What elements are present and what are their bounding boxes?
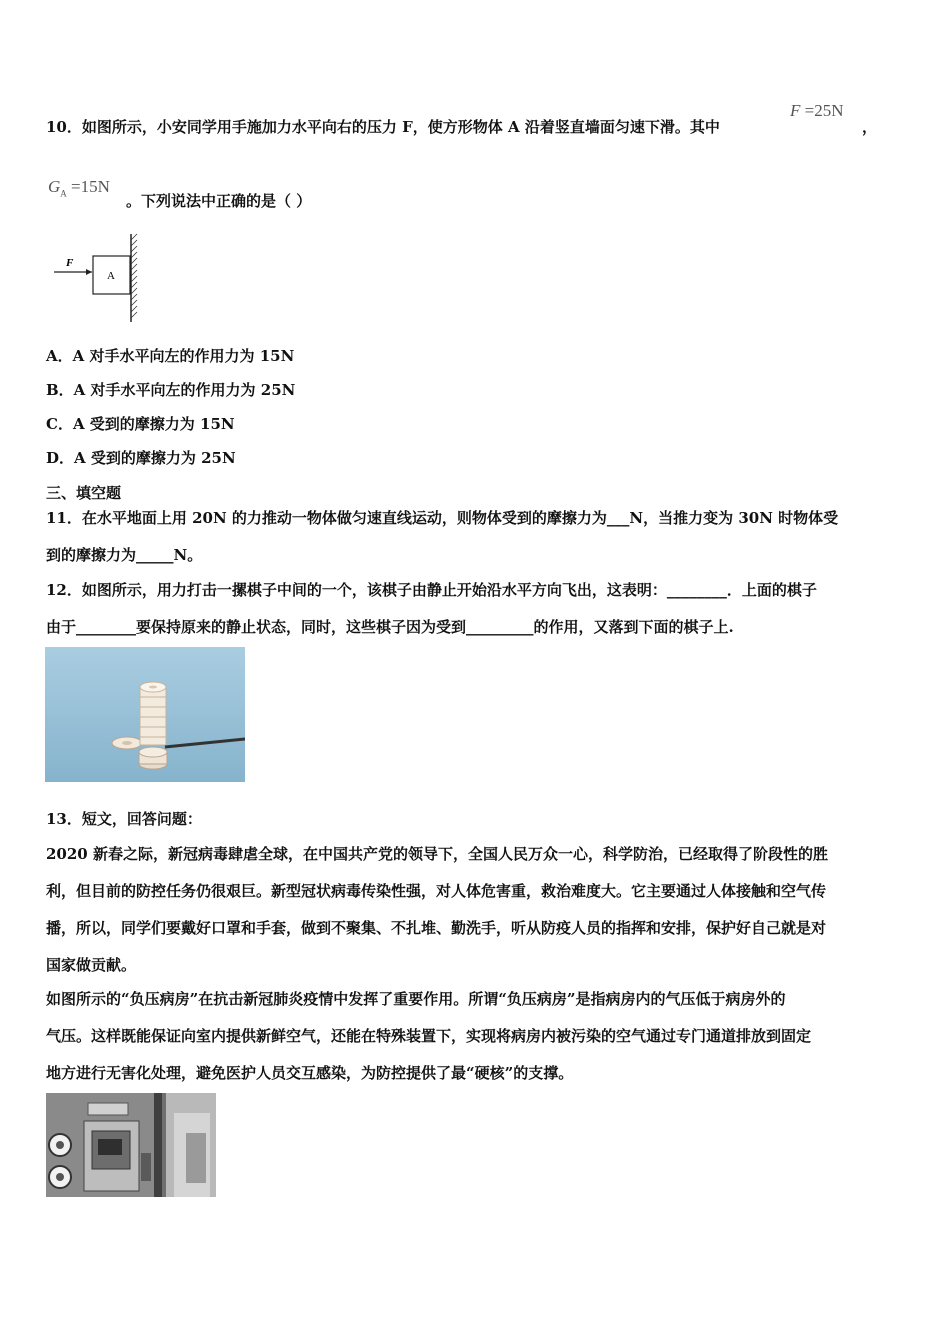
q11-line1: 11．在水平地面上用 20N 的力推动一物体做匀速直线运动，则物体受到的摩擦力为___N，当推力变为 30N 时物体受 <box>46 509 839 527</box>
force-label: F <box>66 257 74 269</box>
checkers-photo <box>45 647 245 782</box>
formula-f <box>790 101 844 121</box>
q12-line2: 由于________要保持原来的静止状态，同时，这些棋子因为受到_________的作用，又落到下面的棋子上. <box>46 618 734 636</box>
formula-f-value: =25N <box>804 101 844 120</box>
q10-comma: ， <box>862 118 878 136</box>
q10-option-b: B．A 对手水平向左的作用力为 25N <box>46 381 296 399</box>
formula-g-var: G <box>48 177 61 196</box>
formula-f-var: F <box>790 101 801 120</box>
q13-para1-line2: 利，但目前的防控任务仍很艰巨。新型冠状病毒传染性强，对人体危害重，救治难度大。它主要通过人体接触和空气传 <box>46 882 827 900</box>
force-arrow-head <box>86 269 92 275</box>
block-label: A <box>107 270 115 282</box>
formula-g-sub: A <box>60 188 67 199</box>
q13-para2-line2: 气压。这样既能保证向室内提供新鲜空气，还能在特殊装置下，实现将病房内被污染的空气通过专门通道排放到固定 <box>46 1027 812 1045</box>
q13-para2-line3: 地方进行无害化处理，避免医护人员交互感染，为防控提供了最“硬核”的支撑。 <box>46 1064 574 1082</box>
formula-g <box>48 177 110 198</box>
q10-line1: 10．如图所示，小安同学用手施加力水平向右的压力 F，使方形物体 A 沿着竖直墙面匀速下滑。其中 <box>46 118 720 136</box>
section-title: 三、填空题 <box>46 484 122 502</box>
force-diagram <box>52 232 152 324</box>
q13-para1-line3: 播，所以，同学们要戴好口罩和手套，做到不聚集、不扎堆、勤洗手，听从防疫人员的指挥和安排，保护好自己就是对 <box>46 919 827 937</box>
q13-para2-line1: 如图所示的“负压病房”在抗击新冠肺炎疫情中发挥了重要作用。所谓“负压病房”是指病房内的气压低于病房外的 <box>46 990 786 1008</box>
q11-line2: 到的摩擦力为_____N。 <box>46 546 203 564</box>
formula-g-value: =15N <box>71 177 110 196</box>
wall-hatching <box>131 234 137 318</box>
q13-para1-line1: 2020 新春之际，新冠病毒肆虐全球，在中国共产党的领导下，全国人民万众一心，科学防治，已经取得了阶段性的胜 <box>46 845 828 863</box>
q13-heading: 13．短文，回答问题： <box>46 810 202 828</box>
q13-para1-line4: 国家做贡献。 <box>46 956 137 974</box>
q10-option-a: A．A 对手水平向左的作用力为 15N <box>46 347 295 365</box>
q12-line1: 12．如图所示，用力打击一摞棋子中间的一个，该棋子由静止开始沿水平方向飞出，这表明：________．上面的棋子 <box>46 581 817 599</box>
q10-option-c: C．A 受到的摩擦力为 15N <box>46 415 235 433</box>
q10-option-d: D．A 受到的摩擦力为 25N <box>46 449 236 467</box>
ward-photo <box>46 1093 216 1197</box>
q10-line2: 。下列说法中正确的是（ ） <box>126 192 312 210</box>
